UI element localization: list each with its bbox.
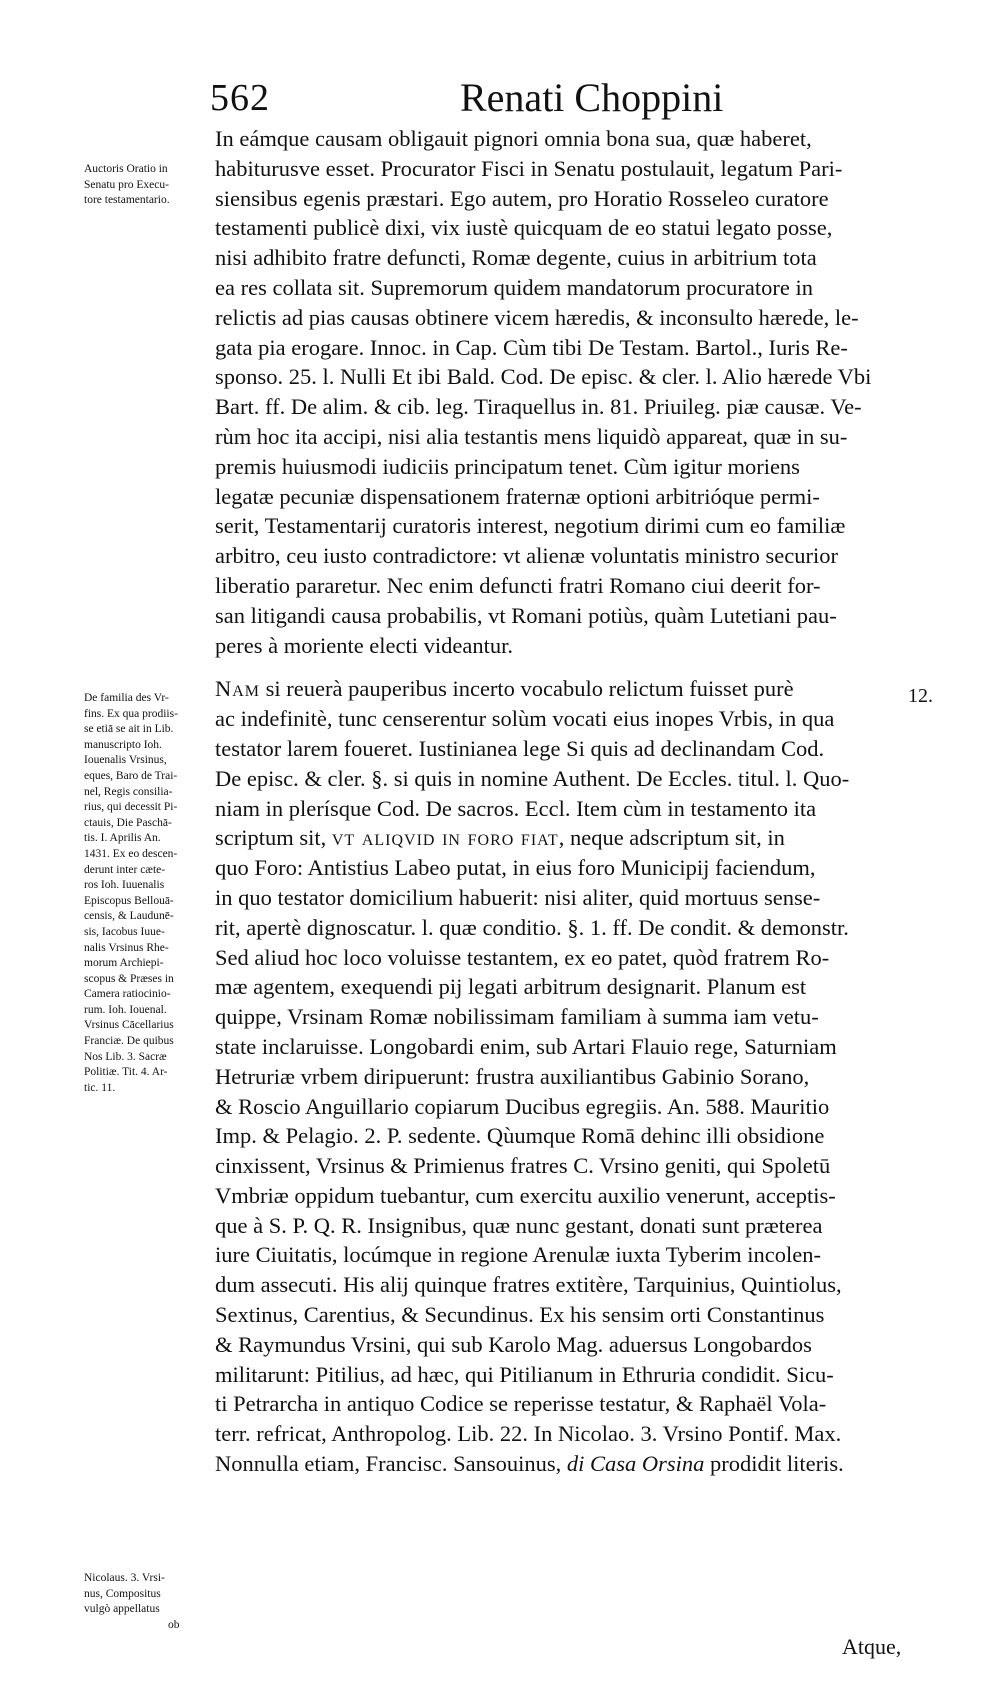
sidenote-line: ob: [168, 1618, 180, 1631]
italic-phrase: di Casa Orsina: [566, 1451, 705, 1477]
sidenote-line: Franciæ. De quibus: [84, 1035, 174, 1048]
text-line: & Raymundus Vrsini, qui sub Karolo Mag. aduersus Longobardos: [215, 1331, 812, 1357]
text-line: ac indefinitè, tunc censerentur solùm vocati eius inopes Vrbis, in qua: [215, 706, 835, 732]
text-line: De episc. & cler. §. si quis in nomine Authent. De Eccles. titul. l. Quo-: [215, 765, 850, 791]
sidenote-line: ros Ioh. Iuuenalis: [84, 879, 165, 892]
sidenote-line: se etiā se ait in Lib.: [84, 723, 174, 736]
text-line: cinxissent, Vrsinus & Primienus fratres C. Vrsino geniti, qui Spoletū: [215, 1153, 831, 1179]
text-line: Sed aliud hoc loco voluisse testantem, ex eo patet, quòd fratrem Ro-: [215, 944, 830, 970]
text-line: rit, apertè dignoscatur. l. quæ conditio. §. 1. ff. De condit. & demonstr.: [215, 914, 849, 940]
text-line: terr. refricat, Anthropolog. Lib. 22. In Nicolao. 3. Vrsino Pontif. Max.: [215, 1421, 842, 1447]
sidenote-line: sis, Iacobus Iuue-: [84, 925, 165, 938]
text-line: testator larem foueret. Iustinianea lege Si quis ad declinandam Cod.: [215, 735, 825, 761]
text-segment: scriptum sit,: [215, 825, 332, 851]
text-line: Vmbriæ oppidum tuebantur, cum exercitu auxilio venerunt, acceptis-: [215, 1182, 836, 1208]
sidenote-de-familia: [84, 691, 206, 1096]
text-line: Sextinus, Carentius, & Secundinus. Ex his sensim orti Constantinus: [215, 1302, 825, 1328]
sidenote-line: Senatu pro Execu-: [84, 178, 169, 191]
running-title: Renati Choppini: [460, 75, 724, 120]
sidenote-line: Politiæ. Tit. 4. Ar-: [84, 1066, 168, 1079]
margin-number: 12.: [908, 685, 933, 707]
text-line: niam in plerísque Cod. De sacros. Eccl. Item cùm in testamento ita: [215, 795, 817, 821]
text-line: san litigandi causa probabilis, vt Romani potiùs, quàm Lutetiani pau-: [215, 602, 837, 628]
text-line: rùm hoc ita accipi, nisi alia testantis mens liquidò appareat, quæ in su-: [215, 423, 848, 449]
text-line: Imp. & Pelagio. 2. P. sedente. Qùumque Romā dehinc illi obsidione: [215, 1123, 825, 1149]
text-line: serit, Testamentarij curatoris interest, negotium dirimi cum eo familiæ: [215, 513, 846, 539]
sidenote-line: censis, & Laudunē-: [84, 910, 174, 923]
text-line: gata pia erogare. Innoc. in Cap. Cùm tibi De Testam. Bartol., Iuris Re-: [215, 334, 848, 360]
sidenote-line: nus, Compositus: [84, 1587, 161, 1600]
text-line: dum assecuti. His alij quinque fratres extitère, Tarquinius, Quintiolus,: [215, 1272, 842, 1298]
text-line: & Roscio Anguillario copiarum Ducibus egregiis. An. 588. Mauritio: [215, 1093, 830, 1119]
text-segment: , neque adscriptum sit, in: [558, 825, 785, 851]
sidenote-line: tis. I. Aprilis An.: [84, 832, 161, 845]
sidenote-line: 1431. Ex eo descen-: [84, 847, 178, 860]
text-line: militarunt: Pitilius, ad hæc, qui Pitilianum in Ethruria condidit. Sicu-: [215, 1361, 834, 1387]
sidenote-line: De familia des Vr-: [84, 692, 169, 704]
sidenote-line: nel, Regis consilia-: [84, 785, 173, 798]
sidenote-line: Nos Lib. 3. Sacræ: [84, 1050, 167, 1063]
text-line: Hetruriæ vrbem diripuerunt: frustra auxiliantibus Gabinio Sorano,: [215, 1063, 810, 1089]
text-line: In eámque causam obligauit pignori omnia bona sua, quæ haberet,: [215, 126, 812, 151]
sidenote-line: Nicolaus. 3. Vrsi-: [84, 1572, 165, 1584]
sidenote-nicolaus: [84, 1571, 206, 1633]
sidenote-line: morum Archiepi-: [84, 957, 164, 970]
paragraph-1: [215, 124, 895, 660]
text-line: [215, 823, 895, 853]
text-line: quo Foro: Antistius Labeo putat, in eius foro Municipij faciendum,: [215, 855, 816, 881]
sidenote-line: manuscripto Ioh.: [84, 738, 162, 751]
sidenote-line: vulgò appellatus: [84, 1603, 160, 1616]
text-line: peres à moriente electi videantur.: [215, 632, 513, 658]
sidenote-line: Auctoris Oratio in: [84, 163, 168, 175]
text-line: sponso. 25. l. Nulli Et ibi Bald. Cod. De episc. & cler. l. Alio hærede Vbi: [215, 364, 872, 390]
text-line: [215, 1449, 895, 1479]
sidenote-line: Camera ratiocinio-: [84, 988, 171, 1001]
text-line: legatæ pecuniæ dispensationem fraternæ optioni arbitrióque permi-: [215, 483, 820, 509]
text-line: nisi adhibito fratre defuncti, Romæ degente, cuius in arbitrium tota: [215, 245, 817, 271]
body-text: [215, 124, 895, 1479]
sidenote-line: Iouenalis Vrsinus,: [84, 754, 167, 767]
page-number: 562: [210, 77, 270, 119]
sidenote-line: tic. 11.: [84, 1081, 116, 1094]
sidenote-line: Vrsinus Cācellarius: [84, 1019, 174, 1032]
lead-word: Nam: [215, 676, 261, 702]
text-line: [215, 674, 895, 704]
text-line: iure Ciuitatis, locúmque in regione Arenulæ iuxta Tyberim incolen-: [215, 1242, 822, 1268]
sidenote-auctoris-oratio: [84, 162, 206, 209]
paragraph-2: [215, 674, 895, 1479]
text-line: testamenti publicè dixi, vix iustè quicquam de eo statui legato posse,: [215, 215, 833, 241]
text-segment: prodidit literis.: [704, 1451, 844, 1477]
text-line: arbitro, ceu iusto contradictore: vt alienæ voluntatis ministro securior: [215, 543, 838, 569]
sidenote-line: derunt inter cæte-: [84, 863, 166, 876]
catchword: Atque,: [842, 1634, 902, 1659]
text-line: quippe, Vrsinam Romæ nobilissimam familiam à summa iam vetu-: [215, 1004, 819, 1030]
text-line: siensibus egenis præstari. Ego autem, pro Horatio Rosseleo curatore: [215, 185, 829, 211]
text-line: premis huiusmodi iudiciis principatum tenet. Cùm igitur moriens: [215, 453, 800, 479]
text-line: relictis ad pias causas obtinere vicem hæredis, & inconsulto hærede, le-: [215, 304, 859, 330]
text-line: state inclaruisse. Longobardi enim, sub Artari Flauio rege, Saturniam: [215, 1033, 837, 1059]
sidenote-line: rum. Ioh. Iouenal.: [84, 1003, 167, 1016]
text-line: mæ agentem, exequendi pij legati arbitrum designarit. Planum est: [215, 974, 807, 1000]
sidenote-line: nalis Vrsinus Rhe-: [84, 941, 169, 954]
sidenote-line: scopus & Præses in: [84, 972, 174, 985]
text-line: habiturusve esset. Procurator Fisci in Senatu postulauit, legatum Pari-: [215, 155, 843, 181]
sidenote-line: ctauis, Die Paschā-: [84, 816, 172, 829]
sidenote-line: Episcopus Bellouā-: [84, 894, 174, 907]
text-line: ea res collata sit. Supremorum quidem mandatorum procuratore in: [215, 274, 813, 300]
sidenote-line: rius, qui decessit Pi-: [84, 801, 178, 814]
text-line: in quo testator domicilium habuerit: nisi aliter, quid mortuus sense-: [215, 884, 821, 910]
text-segment: Nonnulla etiam, Francisc. Sansouinus,: [215, 1451, 567, 1477]
sidenote-line: fins. Ex qua prodiis-: [84, 707, 178, 720]
text-line: ti Petrarcha in antiquo Codice se reperisse testatur, & Raphaël Vola-: [215, 1391, 827, 1417]
sidenote-line: eques, Baro de Trai-: [84, 769, 178, 782]
sidenote-line: tore testamentario.: [84, 194, 170, 207]
text-segment: si reuerà pauperibus incerto vocabulo relictum fuisset purè: [260, 676, 794, 702]
quoted-phrase: vt aliqvid in foro fiat: [331, 825, 559, 851]
text-line: que à S. P. Q. R. Insignibus, quæ nunc gestant, donati sunt præterea: [215, 1212, 823, 1238]
text-line: Bart. ff. De alim. & cib. leg. Tiraquellus in. 81. Priuileg. piæ causæ. Ve-: [215, 394, 862, 420]
text-line: liberatio pararetur. Nec enim defuncti fratri Romano ciui deerit for-: [215, 572, 821, 598]
